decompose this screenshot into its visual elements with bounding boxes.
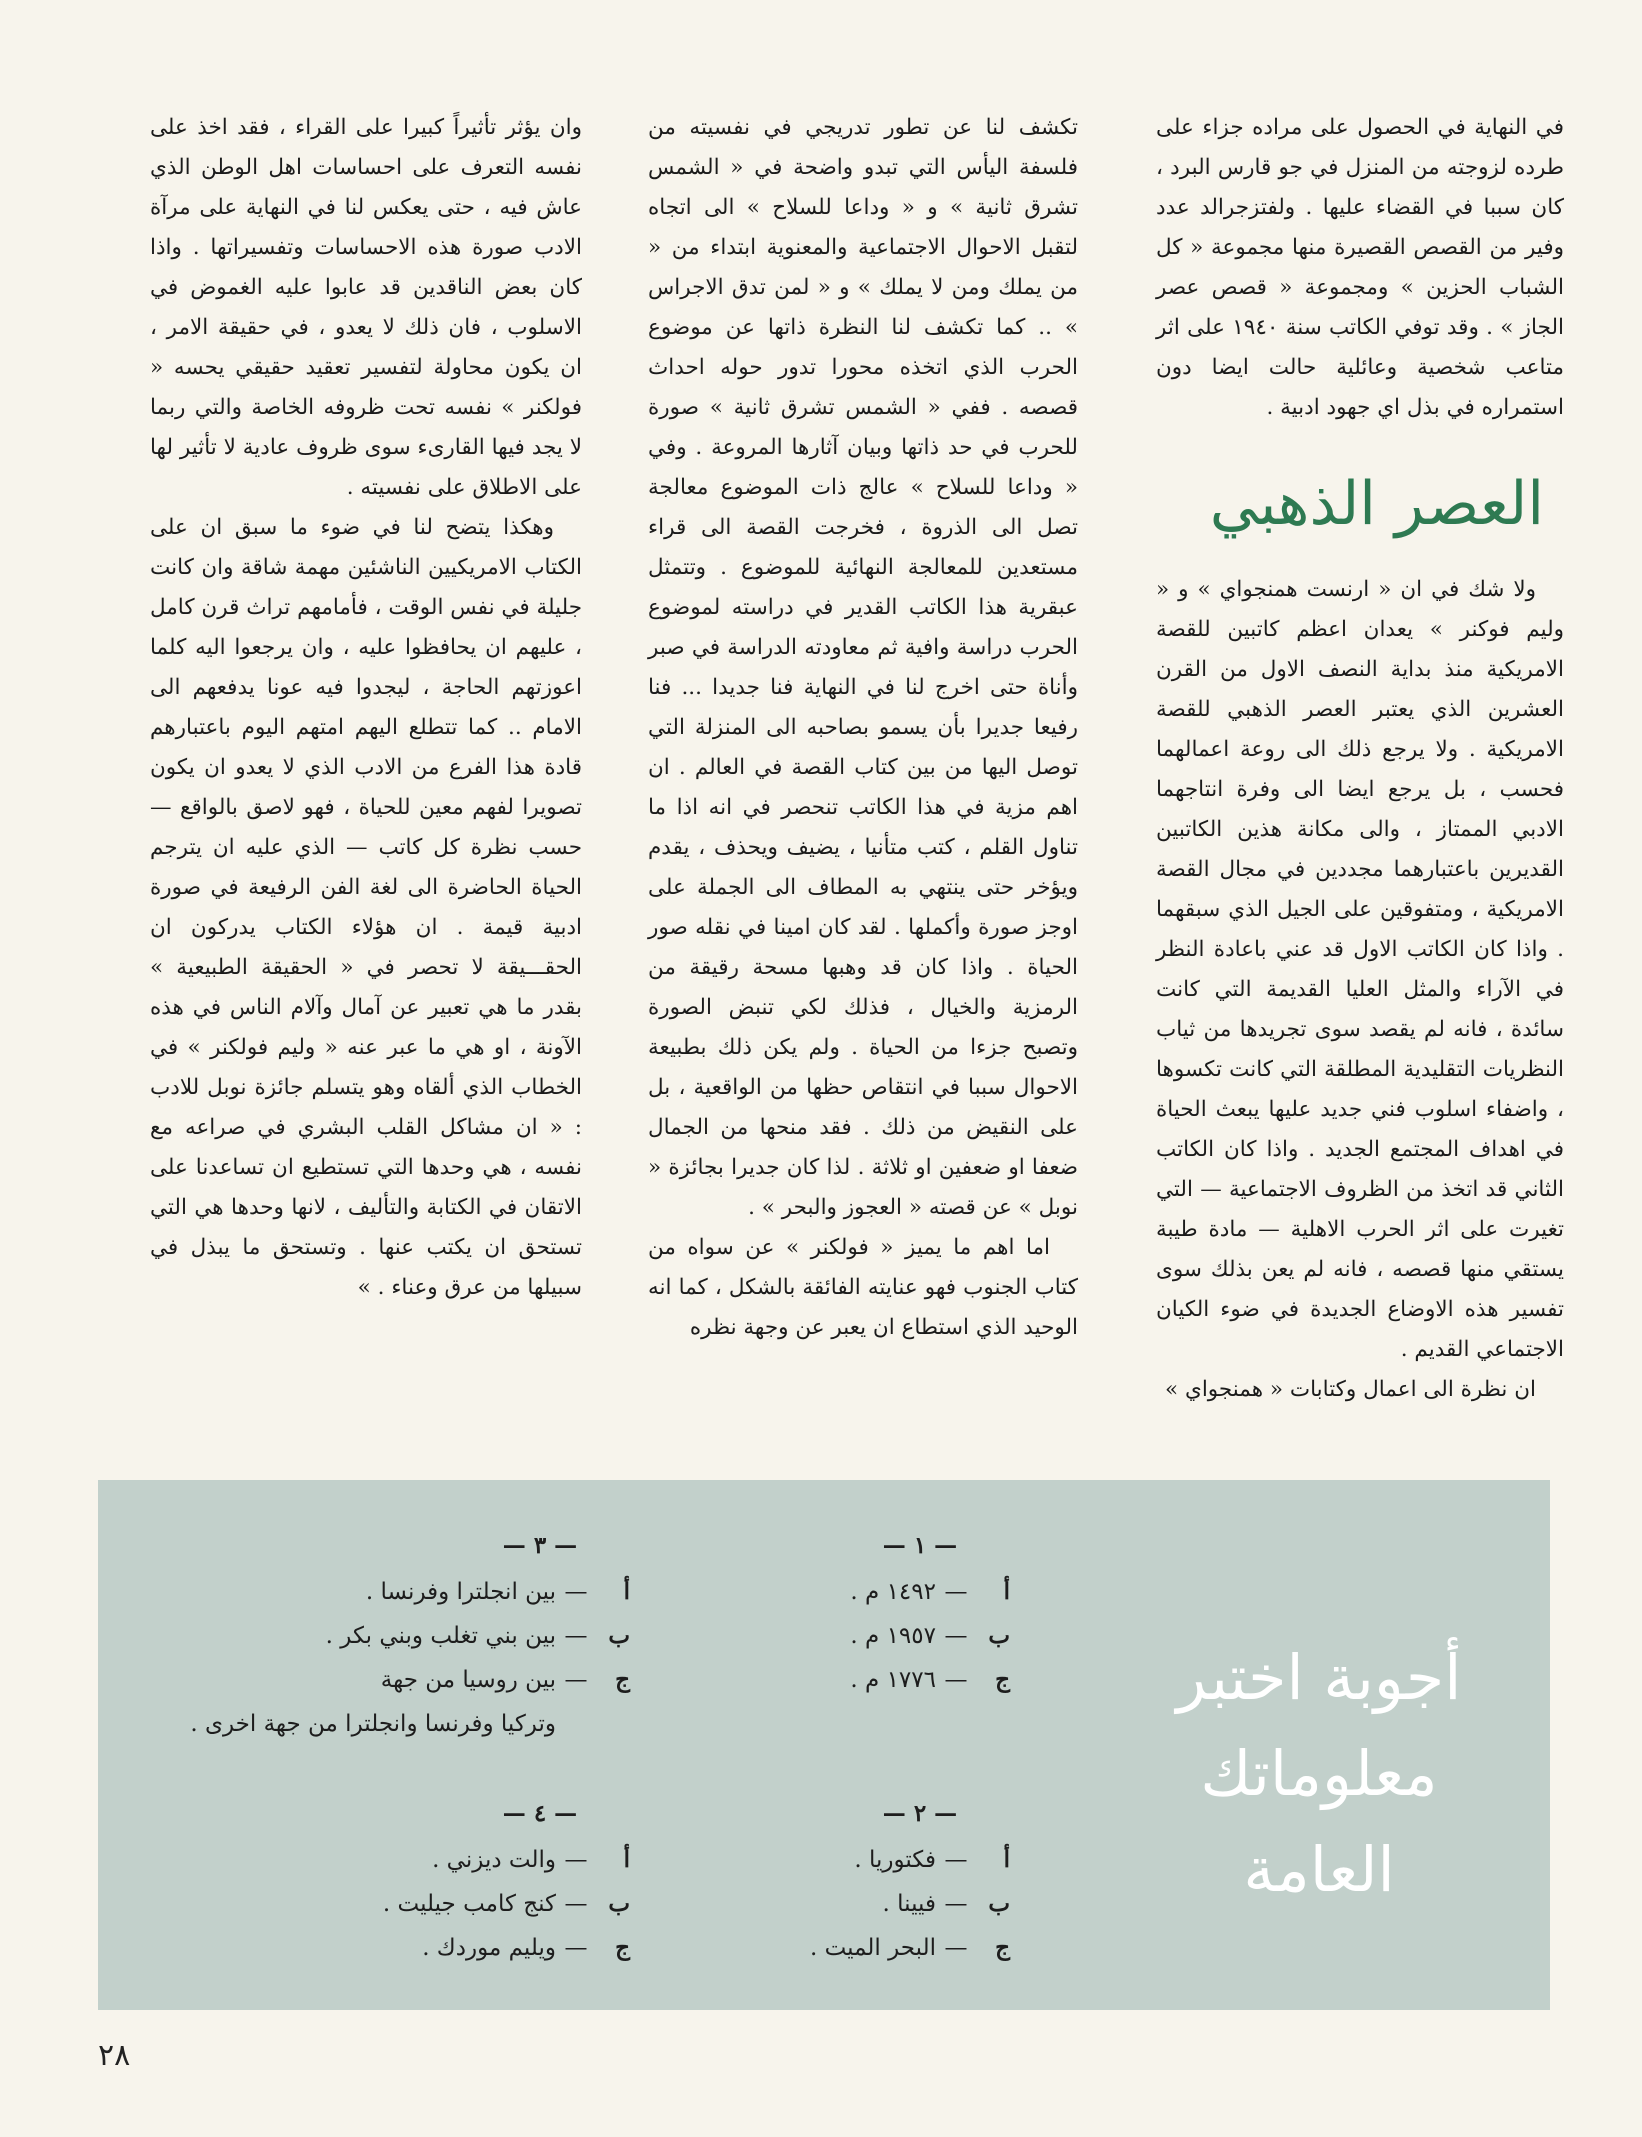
answer-letter: أ (1003, 1578, 1010, 1605)
answer-dash: — (944, 1891, 968, 1917)
answer-letter: ب (988, 1622, 1010, 1649)
quiz-title (1124, 1630, 1514, 1918)
answer-letter: ب (608, 1890, 630, 1917)
answer-text: ١٩٥٧ م . (850, 1623, 936, 1649)
quiz-group-2 (710, 1792, 1010, 1970)
paragraph: ولا شك في ان « ارنست همنجواي » و « وليم فوكنر » يعدان اعظم كاتبين للقصة الامريكية منذ بداية النصف الاول من القرن العشرين الذي يعتبر العصر الذهبي للقصة الامريكية . ولا يرجع ذلك الى روعة اعمالهما فحسب ، بل يرجع ايضا الى وفرة انتاجهما الادبي الممتاز ، والى مكانة هذين الكاتبين القديرين باعتبارهما مجددين في مجال القصة الامريكية ، ومتفوقين على الجيل الذي سبقهما . واذا كان الكاتب الاول قد عني باعادة النظر في الآراء والمثل العليا القديمة التي كانت سائدة ، فانه لم يقصد سوى تجريدها من ثياب النظريات التقليدية المطلقة التي كانت تكسوها ، واضفاء اسلوب فني جديد عليها يبعث الحياة في اهداف المجتمع الجديد . واذا كان الكاتب الثاني قد اتخذ من الظروف الاجتماعية — التي تغيرت على اثر الحرب الاهلية — مادة طيبة يستقي منها قصصه ، فانه لم يعن بذلك سوى تفسير هذه الاوضاع الجديدة في ضوء الكيان الاجتماعي القديم . (1156, 577, 1564, 1362)
paragraph: ان نظرة الى اعمال وكتابات « همنجواي » (1165, 1377, 1536, 1402)
quiz-group-head: — ١ — (882, 1532, 958, 1559)
answer-letter: ب (608, 1622, 630, 1649)
answer-text: والت ديزني . (432, 1847, 556, 1873)
paragraph: اما اهم ما يميز « فولكنر » عن سواه من كتاب الجنوب فهو عنايته الفائقة بالشكل ، كما انه الوحيد الذي استطاع ان يعبر عن وجهة نظره (648, 1235, 1078, 1340)
answer-letter: ب (988, 1890, 1010, 1917)
quiz-answer (710, 1882, 1010, 1926)
paragraph: وان يؤثر تأثيراً كبيرا على القراء ، فقد اخذ على نفسه التعرف على احساسات اهل الوطن الذي عاش فيه ، حتى يعكس لنا في النهاية على مرآة الادب صورة هذه الاحساسات وتفسيراتها . واذا كان بعض الناقدين قد عابوا عليه الغموض في الاسلوب ، فان ذلك لا يعدو ، في حقيقة الامر ، ان يكون محاولة لتفسير تعقيد حقيقي يحسه « فولكنر » نفسه تحت ظروفه الخاصة والتي ربما لا يجد فيها القارىء سوى ظروف عادية لا تأثير لها على الاطلاق على نفسيته . (150, 115, 582, 500)
answer-dash: — (944, 1667, 968, 1693)
answer-letter: أ (1003, 1846, 1010, 1873)
quiz-answer (190, 1658, 630, 1702)
quiz-group-head: — ٣ — (502, 1532, 578, 1559)
answer-dash: — (944, 1935, 968, 1961)
answer-text: فيينا . (882, 1891, 936, 1917)
answer-dash: — (564, 1847, 588, 1873)
answer-letter: أ (623, 1578, 630, 1605)
quiz-title-line: معلوماتك (1200, 1737, 1438, 1810)
answer-text: بين روسيا من جهة (380, 1667, 556, 1693)
quiz-group-3 (190, 1524, 630, 1746)
article-column-middle (648, 108, 1078, 1348)
answer-dash: — (564, 1667, 588, 1693)
quiz-title-line: العامة (1243, 1833, 1395, 1906)
answer-continuation: وتركيا وفرنسا وانجلترا من جهة اخرى . (190, 1711, 556, 1737)
quiz-answer (190, 1838, 630, 1882)
quiz-title-line: أجوبة اختبر (1176, 1641, 1462, 1714)
quiz-answer (710, 1570, 1010, 1614)
answer-letter: ج (615, 1934, 630, 1961)
paragraph: تكشف لنا عن تطور تدريجي في نفسيته من فلسفة اليأس التي تبدو واضحة في « الشمس تشرق ثانية » و « وداعا للسلاح » الى اتجاه لتقبل الاحوال الاجتماعية والمعنوية ابتداء من « من يملك ومن لا يملك » و « لمن تدق الاجراس » .. كما تكشف لنا النظرة ذاتها عن موضوع الحرب الذي اتخذه محورا تدور حوله احداث قصصه . ففي « الشمس تشرق ثانية » صورة للحرب في حد ذاتها وبيان آثارها المروعة . وفي « وداعا للسلاح » عالج ذات الموضوع معالجة تصل الى الذروة ، فخرجت القصة الى قراء مستعدين للمعالجة النهائية للموضوع . وتتمثل عبقرية هذا الكاتب القدير في دراسته لموضوع الحرب دراسة وافية ثم معاودته الدراسة في صبر وأناة حتى اخرج لنا في النهاية فنا جديدا ... فنا رفيعا جديرا بأن يسمو بصاحبه الى المنزلة التي توصل اليها من بين كتاب القصة في العالم . ان اهم مزية في هذا الكاتب تنحصر في انه اذا ما تناول القلم ، كتب متأنيا ، يضيف ويحذف ، يقدم ويؤخر حتى ينتهي به المطاف الى الجملة على اوجز صورة وأكملها . لقد كان امينا في نقله صور الحياة . واذا كان قد وهبها مسحة رقيقة من الرمزية والخيال ، فذلك لكي تنبض الصورة وتصبح جزءا من الحياة . ولم يكن ذلك بطبيعة الاحوال سببا في انتقاص حظها من الواقعية ، بل على النقيض من ذلك . فقد منحها من الجمال ضعفا او ضعفين او ثلاثة . لذا كان جديرا بجائزة « نوبل » عن قصته « العجوز والبحر » . (648, 115, 1078, 1220)
quiz-answer (710, 1838, 1010, 1882)
answer-dash: — (564, 1935, 588, 1961)
section-title: العصر الذهبي (1209, 469, 1544, 539)
paragraph: وهكذا يتضح لنا في ضوء ما سبق ان على الكتاب الامريكيين الناشئين مهمة شاقة وان كانت جليلة في نفس الوقت ، فأمامهم تراث قرن كامل ، عليهم ان يحافظوا عليه ، وان يرجعوا اليه كلما اعوزتهم الحاجة ، ليجدوا فيه عونا يدفعهم الى الامام .. كما تتطلع اليهم امتهم اليوم باعتبارهم قادة هذا الفرع من الادب الذي لا يعدو ان يكون تصويرا لفهم معين للحياة ، فهو لاصق بالواقع — حسب نظرة كل كاتب — الذي عليه ان يترجم الحياة الحاضرة الى لغة الفن الرفيعة في صورة ادبية قيمة . ان هؤلاء الكتاب يدركون ان الحقـــيقة لا تحصر في « الحقيقة الطبيعية » بقدر ما هي تعبير عن آمال وآلام الناس في هذه الآونة ، او هي ما عبر عنه « وليم فولكنر » في الخطاب الذي ألقاه وهو يتسلم جائزة نوبل للادب : « ان مشاكل القلب البشري في صراعه مع نفسه ، هي وحدها التي تستطيع ان تساعدنا على الاتقان في الكتابة والتأليف ، لانها وحدها هي التي تستحق ان يكتب عنها . وتستحق ما يبذل في سبيلها من عرق وعناء . » (150, 515, 582, 1300)
quiz-answer (190, 1570, 630, 1614)
answer-letter: ج (995, 1934, 1010, 1961)
answer-letter: ج (615, 1666, 630, 1693)
quiz-answer (190, 1614, 630, 1658)
answer-text: ويليم موردك . (422, 1935, 556, 1961)
answer-text: ١٤٩٢ م . (850, 1579, 936, 1605)
answer-dash: — (944, 1847, 968, 1873)
answer-text: كنج كامب جيليت . (382, 1891, 556, 1917)
quiz-answer (710, 1926, 1010, 1970)
answer-text: بين انجلترا وفرنسا . (365, 1579, 556, 1605)
answer-text: البحر الميت . (809, 1935, 936, 1961)
quiz-answer (710, 1614, 1010, 1658)
answer-text: فكتوريا . (854, 1847, 936, 1873)
quiz-group-4 (190, 1792, 630, 1970)
answer-dash: — (564, 1579, 588, 1605)
article-column-right (1156, 108, 1564, 1410)
quiz-answer (190, 1926, 630, 1970)
article-column-left (150, 108, 582, 1308)
quiz-group-head: — ٤ — (502, 1800, 578, 1827)
answer-text: ١٧٧٦ م . (850, 1667, 936, 1693)
answer-dash: — (564, 1891, 588, 1917)
quiz-group-1 (710, 1524, 1010, 1702)
answer-dash: — (944, 1579, 968, 1605)
quiz-group-head: — ٢ — (882, 1800, 958, 1827)
quiz-answer (710, 1658, 1010, 1702)
answer-letter: أ (623, 1846, 630, 1873)
answer-letter: ج (995, 1666, 1010, 1693)
page-number: ٢٨ (98, 2038, 131, 2073)
paragraph: في النهاية في الحصول على مراده جزاء على طرده لزوجته من المنزل في جو قارس البرد ، كان سببا في القضاء عليها . ولفتزجرالد عدد وفير من القصص القصيرة منها مجموعة « كل الشباب الحزين » ومجموعة « قصص عصر الجاز » . وقد توفي الكاتب سنة ١٩٤٠ على اثر متاعب شخصية وعائلية حالت ايضا دون استمراره في بذل اي جهود ادبية . (1156, 115, 1564, 420)
answer-dash: — (944, 1623, 968, 1649)
answer-text: بين بني تغلب وبني بكر . (325, 1623, 556, 1649)
answer-dash: — (564, 1623, 588, 1649)
quiz-answers-box (98, 1480, 1550, 2010)
quiz-answer (190, 1882, 630, 1926)
